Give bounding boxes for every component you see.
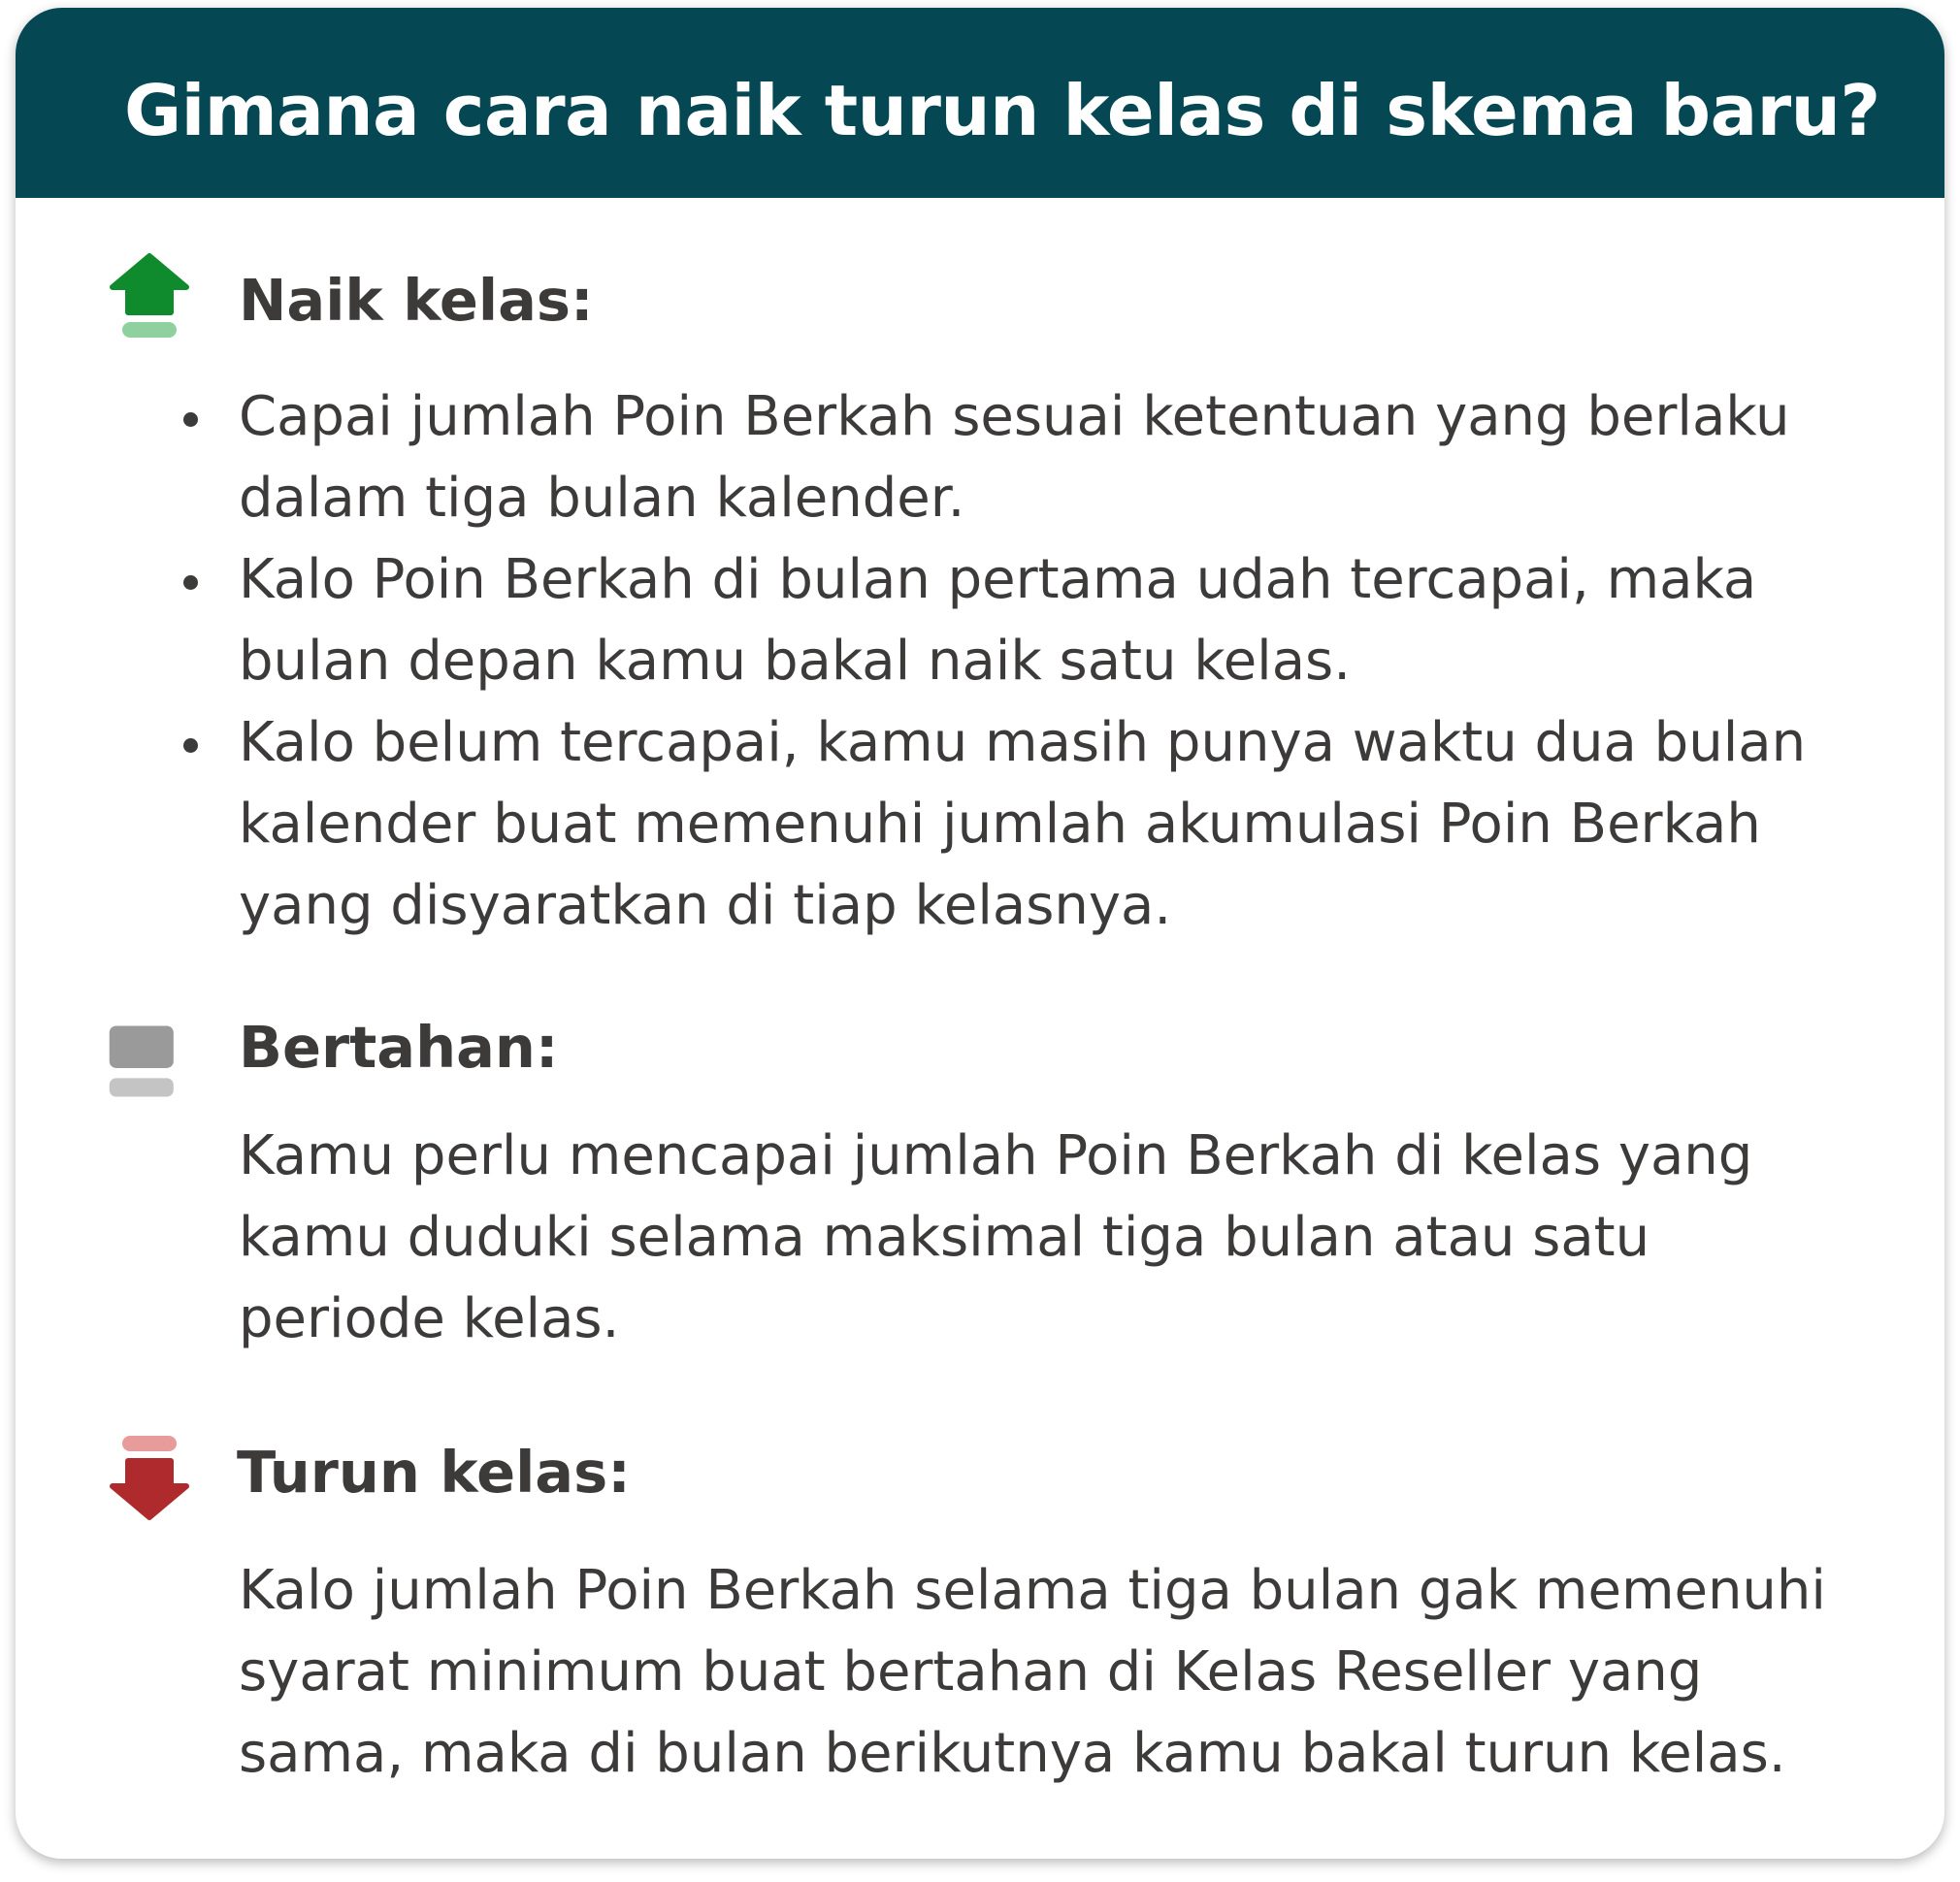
arrow-down-icon (105, 1434, 194, 1523)
bertahan-description: Kamu perlu mencapai jumlah Poin Berkah di kelas yang kamu duduki selama maksimal tiga bulan atau satu periode kelas. (239, 1124, 1753, 1350)
section-title-bertahan: Bertahan: (239, 1014, 559, 1081)
list-item: Kalo Poin Berkah di bulan pertama udah tercapai, maka bulan depan kamu bakal naik satu kelas. (239, 539, 1869, 702)
page-title: Gimana cara naik turun kelas di skema baru? (124, 70, 1880, 151)
card-header (16, 8, 1944, 198)
stay-icon (108, 1017, 185, 1106)
list-item: Capai jumlah Poin Berkah sesuai ketentuan yang berlaku dalam tiga bulan kalender. (239, 376, 1869, 539)
turun-description: Kalo jumlah Poin Berkah selama tiga bulan gak memenuhi syarat minimum buat bertahan di Kelas Reseller yang sama, maka di bulan berikutnya kamu bakal turun kelas. (239, 1559, 1826, 1785)
list-item: Kalo belum tercapai, kamu masih punya waktu dua bulan kalender buat memenuhi jumlah akumulasi Poin Berkah yang disyaratkan di tiap kelasnya. (239, 702, 1869, 947)
naik-bullet-list (239, 376, 1869, 947)
info-card (16, 8, 1944, 1859)
arrow-up-icon (105, 250, 194, 340)
section-title-naik: Naik kelas: (239, 267, 594, 334)
section-title-turun: Turun kelas: (237, 1439, 631, 1506)
